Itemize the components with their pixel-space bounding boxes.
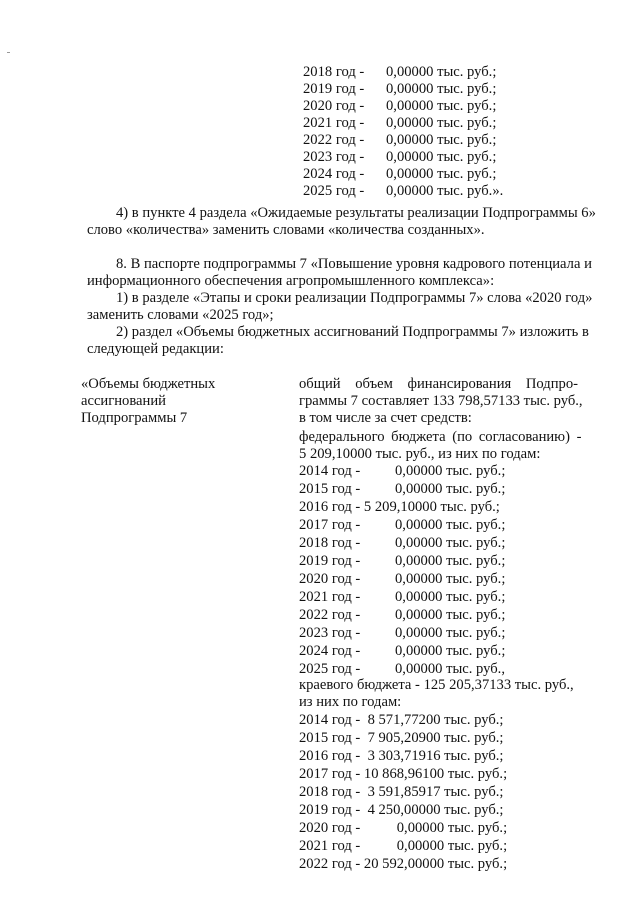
year-label: 2025 год - (303, 183, 365, 199)
amount-value: 0,00000 тыс. руб.; (386, 98, 497, 114)
federal-line2: 5 209,10000 тыс. руб., из них по годам: (299, 446, 541, 462)
year-label: 2020 год - (299, 571, 361, 587)
table-left-line2: ассигнований (81, 393, 166, 409)
regional-year-row: 2019 год - 4 250,00000 тыс. руб.; (299, 802, 504, 818)
amount-value: 0,00000 тыс. руб.». (386, 183, 504, 199)
regional-line1: краевого бюджета - 125 205,37133 тыс. руб., (299, 677, 574, 693)
amount-value: 0,00000 тыс. руб., (395, 661, 505, 677)
amount-value: 0,00000 тыс. руб.; (386, 115, 497, 131)
para4-text: 4) в пункте 4 раздела «Ожидаемые результаты реализации Подпрограммы 6» (116, 205, 596, 221)
year-label: 2015 год - (299, 481, 361, 497)
para8-item2-line2: следующей редакции: (87, 341, 224, 357)
regional-year-row: 2018 год - 3 591,85917 тыс. руб.; (299, 784, 504, 800)
amount-value: 0,00000 тыс. руб.; (395, 517, 506, 533)
table-left-line3: Подпрограммы 7 (81, 410, 188, 426)
total-line2: граммы 7 составляет 133 798,57133 тыс. руб., (299, 393, 583, 409)
year-label: 2019 год - (299, 553, 361, 569)
regional-year-row: 2014 год - 8 571,77200 тыс. руб.; (299, 712, 504, 728)
amount-value: 0,00000 тыс. руб.; (395, 553, 506, 569)
para8-heading-line2: информационного обеспечения агропромышленного комплекса»: (87, 273, 495, 289)
amount-value: 0,00000 тыс. руб.; (395, 589, 506, 605)
amount-value: 0,00000 тыс. руб.; (386, 149, 497, 165)
amount-value: 0,00000 тыс. руб.; (395, 643, 506, 659)
scan-mark (7, 52, 10, 53)
year-label: 2018 год - (303, 64, 365, 80)
regional-line2: из них по годам: (299, 694, 402, 710)
year-label: 2022 год - (303, 132, 365, 148)
year-label: 2021 год - (303, 115, 365, 131)
regional-year-row: 2021 год - 0,00000 тыс. руб.; (299, 838, 508, 854)
year-label: 2023 год - (303, 149, 365, 165)
federal-line1: федерального бюджета (по согласованию) - (299, 429, 582, 445)
regional-year-row: 2020 год - 0,00000 тыс. руб.; (299, 820, 508, 836)
regional-year-row: 2015 год - 7 905,20900 тыс. руб.; (299, 730, 504, 746)
year-label: 2016 год - 5 209,10000 тыс. руб.; (299, 499, 500, 515)
amount-value: 0,00000 тыс. руб.; (386, 132, 497, 148)
year-label: 2017 год - (299, 517, 361, 533)
para8-heading-line1: 8. В паспорте подпрограммы 7 «Повышение уровня кадрового потенциала и (116, 256, 592, 272)
amount-value: 0,00000 тыс. руб.; (386, 81, 497, 97)
year-label: 2023 год - (299, 625, 361, 641)
amount-value: 0,00000 тыс. руб.; (386, 166, 497, 182)
para8-item1-line2: заменить словами «2025 год»; (87, 307, 274, 323)
para4-line1 (116, 205, 610, 222)
year-label: 2021 год - (299, 589, 361, 605)
year-label: 2020 год - (303, 98, 365, 114)
regional-year-row: 2016 год - 3 303,71916 тыс. руб.; (299, 748, 504, 764)
regional-year-row: 2017 год - 10 868,96100 тыс. руб.; (299, 766, 508, 782)
amount-value: 0,00000 тыс. руб.; (395, 571, 506, 587)
amount-value: 0,00000 тыс. руб.; (386, 64, 497, 80)
para4-line2: слово «количества» заменить словами «количества созданных». (87, 222, 485, 238)
para8-item2-line1: 2) раздел «Объемы бюджетных ассигнований Подпрограммы 7» изложить в (116, 324, 589, 340)
year-label: 2019 год - (303, 81, 365, 97)
table-left-line1: «Объемы бюджетных (81, 376, 216, 392)
year-label: 2018 год - (299, 535, 361, 551)
total-line3: в том числе за счет средств: (299, 410, 472, 426)
regional-year-row: 2022 год - 20 592,00000 тыс. руб.; (299, 856, 508, 872)
amount-value: 0,00000 тыс. руб.; (395, 535, 506, 551)
amount-value: 0,00000 тыс. руб.; (395, 463, 506, 479)
year-label: 2024 год - (303, 166, 365, 182)
amount-value: 0,00000 тыс. руб.; (395, 625, 506, 641)
total-text-1: общий объем финансирования Подпро- (299, 376, 578, 392)
amount-value: 0,00000 тыс. руб.; (395, 607, 506, 623)
year-label: 2025 год - (299, 661, 361, 677)
year-label: 2022 год - (299, 607, 361, 623)
year-label: 2024 год - (299, 643, 361, 659)
year-label: 2014 год - (299, 463, 361, 479)
total-line1 (299, 376, 593, 393)
para8-item1-line1: 1) в разделе «Этапы и сроки реализации Подпрограммы 7» слова «2020 год» (116, 290, 593, 306)
amount-value: 0,00000 тыс. руб.; (395, 481, 506, 497)
